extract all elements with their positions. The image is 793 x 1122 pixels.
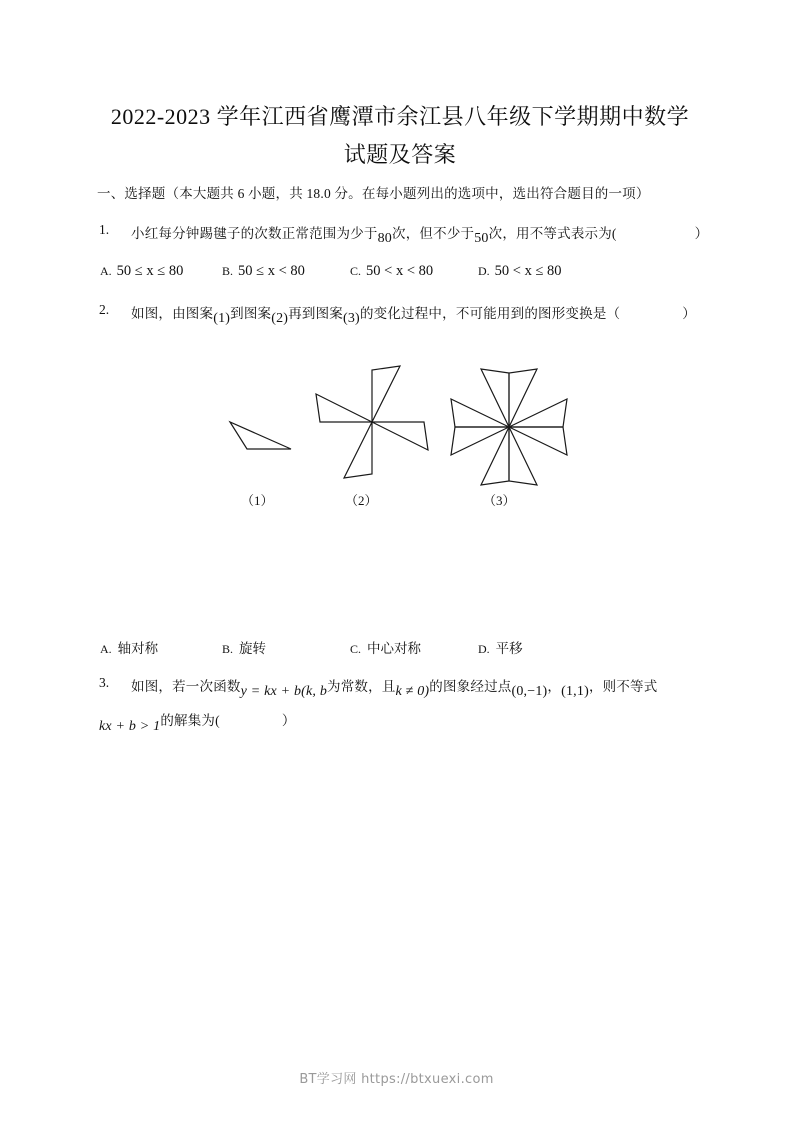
figure-3-eight-blade-star <box>445 365 573 493</box>
question-2-sub-3: (3) <box>343 311 360 326</box>
question-2-text-b: 到图案 <box>230 306 272 321</box>
question-2-stem <box>131 302 696 326</box>
question-3-stem-line-1 <box>131 675 658 699</box>
question-2-number: 2. <box>99 302 110 317</box>
question-2-option-c[interactable] <box>350 637 421 657</box>
question-2-sub-2: (2) <box>271 311 289 326</box>
question-2-figure-group <box>100 340 700 515</box>
question-3-text-a: 如图，若一次函数 <box>131 679 241 694</box>
question-3-line2-end: ） <box>281 713 296 728</box>
option-d-math: 50 < x ≤ 80 <box>494 263 562 279</box>
option-c-label: 中心对称 <box>367 641 422 656</box>
footer-watermark <box>0 1068 793 1087</box>
question-2-text-c: 再到图案 <box>288 306 343 321</box>
section-heading: 一、选择题（本大题共 6 小题，共 18.0 分。在每小题列出的选项中，选出符合题目的一项） <box>97 186 650 201</box>
question-3-text-c: 的图象经过点 <box>429 679 512 694</box>
question-2-text-a: 如图，由图案 <box>131 306 214 321</box>
question-3-separator: ， <box>547 679 562 694</box>
option-c-letter: C. <box>350 642 362 656</box>
question-1-number: 1. <box>99 222 110 237</box>
page-title: 2022-2023 学年江西省鹰潭市余江县八年级下学期期中数学试题及答案 <box>110 104 690 167</box>
option-b-letter: B. <box>222 642 234 656</box>
question-1-value-1: 80 <box>377 231 393 246</box>
question-1-text-a: 小红每分钟踢毽子的次数正常范围为少于 <box>131 226 378 241</box>
option-d-label: 平移 <box>495 641 523 656</box>
question-3-math-1: y = kx + b(k, b <box>240 684 328 699</box>
figure-3-caption: （3） <box>483 493 516 508</box>
question-3-point-2: (1,1) <box>561 684 589 699</box>
question-1-option-c[interactable] <box>350 263 433 280</box>
question-1-option-b[interactable] <box>222 263 305 280</box>
option-b-math: 50 ≤ x < 80 <box>238 263 305 279</box>
question-1-text-b: 次，但不少于 <box>392 226 475 241</box>
question-1-value-2: 50 <box>474 231 489 246</box>
question-3-line2-text: 的解集为( <box>160 713 220 728</box>
question-3-inequality: kx + b > 1 <box>99 719 161 734</box>
option-b-label: 旋转 <box>239 641 267 656</box>
question-2-text-d: 的变化过程中，不可能用到的图形变换是（ <box>359 306 621 321</box>
footer-url: https://btxuexi.com <box>361 1072 494 1087</box>
question-3-math-2: k ≠ 0) <box>395 684 430 699</box>
footer-site-name: BT学习网 <box>299 1072 357 1087</box>
question-3-number: 3. <box>99 675 110 690</box>
question-1-option-a[interactable] <box>100 263 183 280</box>
question-2-option-d[interactable] <box>478 637 523 657</box>
question-1-option-d[interactable] <box>478 263 562 280</box>
question-2-option-a[interactable] <box>100 637 158 657</box>
question-3-text-b: 为常数，且 <box>327 679 396 694</box>
question-3-point-1: (0,−1) <box>511 684 548 699</box>
question-2-text-e: ） <box>682 306 696 321</box>
figure-1-caption: （1） <box>241 493 274 508</box>
question-1-stem <box>131 222 709 246</box>
option-d-letter: D. <box>478 264 490 278</box>
option-c-math: 50 < x < 80 <box>366 263 434 279</box>
option-a-math: 50 ≤ x ≤ 80 <box>116 263 184 279</box>
option-d-letter: D. <box>478 642 490 656</box>
option-a-label: 轴对称 <box>117 641 159 656</box>
question-1-text-c: 次，用不等式表示为( <box>488 226 617 241</box>
question-3-text-d: ，则不等式 <box>588 679 658 694</box>
question-3-stem-line-2 <box>99 709 296 734</box>
question-1-text-d: ） <box>694 226 709 241</box>
figure-2-four-blade-pinwheel <box>310 365 434 491</box>
question-2-option-b[interactable] <box>222 637 266 657</box>
option-c-letter: C. <box>350 264 362 278</box>
option-b-letter: B. <box>222 264 234 278</box>
figure-2-caption: （2） <box>345 493 378 508</box>
option-a-letter: A. <box>100 264 112 278</box>
figure-1-single-triangle <box>226 418 306 458</box>
question-2-sub-1: (1) <box>213 311 231 326</box>
option-a-letter: A. <box>100 642 112 656</box>
